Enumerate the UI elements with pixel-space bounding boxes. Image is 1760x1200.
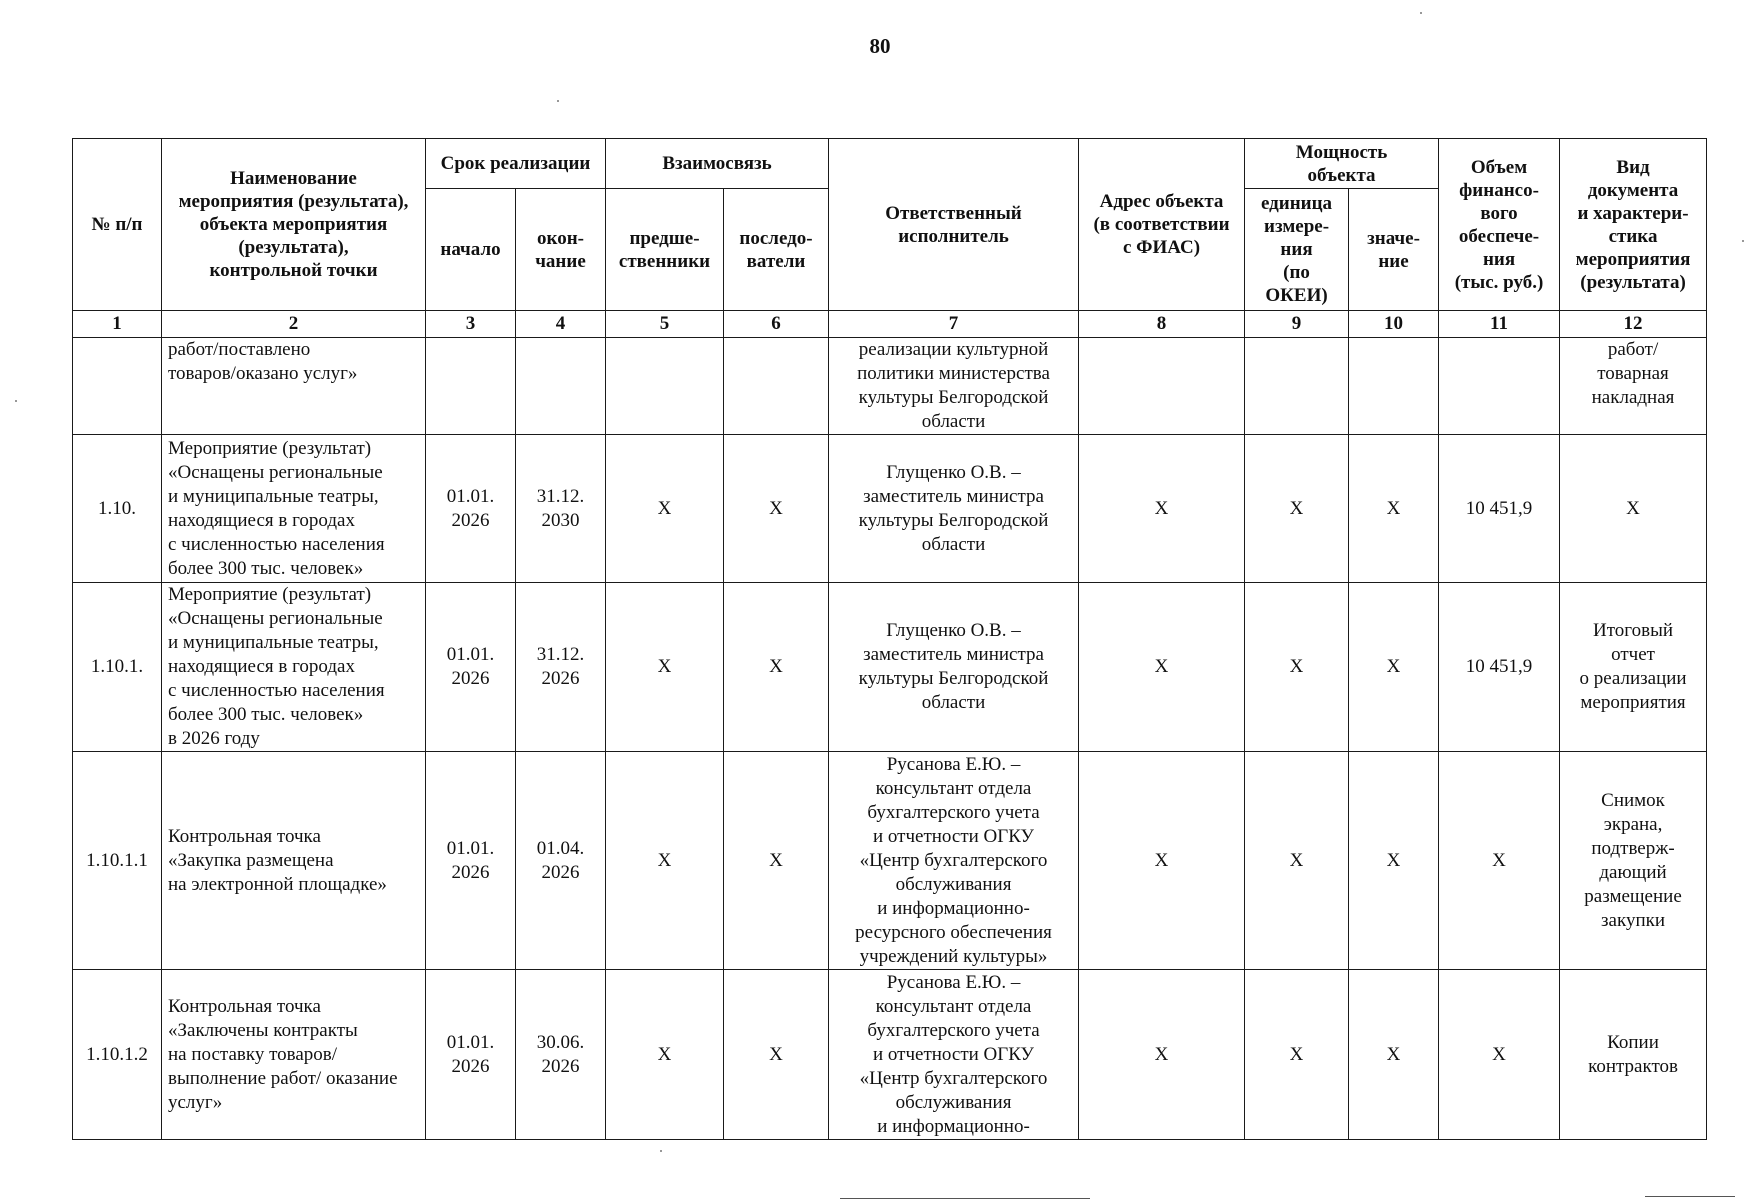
row-executor <box>829 435 1079 583</box>
text-line: (в соответствии <box>1093 214 1230 235</box>
row-predecessors: Х <box>606 752 724 970</box>
header-power-group <box>1245 139 1439 189</box>
text-line: (результата), <box>238 237 349 258</box>
text-line: контрольной точки <box>209 260 378 281</box>
row-executor <box>829 338 1079 435</box>
row-finance: 10 451,9 <box>1439 435 1560 583</box>
text-line: Снимок <box>1601 789 1665 811</box>
text-line: 2026 <box>451 509 490 531</box>
text-line: услуг» <box>168 1091 223 1113</box>
text-line: политики министерства <box>857 363 1050 384</box>
text-line: работ/ <box>1607 339 1659 360</box>
text-line: Объем <box>1470 156 1528 178</box>
scan-speck <box>557 100 559 102</box>
text-line: бухгалтерского учета <box>867 1019 1040 1041</box>
text-line: Русанова Е.Ю. – <box>886 971 1021 993</box>
row-name <box>162 338 426 435</box>
row-value: Х <box>1349 583 1439 752</box>
text-line: обеспече- <box>1458 225 1540 247</box>
text-line: 2026 <box>451 1055 490 1077</box>
text-line: Глущенко О.В. – <box>886 620 1021 641</box>
header-finance <box>1439 139 1560 311</box>
row-value: Х <box>1349 970 1439 1140</box>
text-line: области <box>921 411 986 432</box>
row-number: 1.10.1. <box>73 583 162 752</box>
text-line: окон- <box>537 227 584 249</box>
text-line: более 300 тыс. человек» <box>168 557 364 579</box>
text-line: предше- <box>629 227 700 249</box>
row-address: Х <box>1079 583 1245 752</box>
text-line: мероприятия <box>1580 692 1686 713</box>
header-document <box>1560 139 1707 311</box>
header-executor <box>829 139 1079 311</box>
text-line: контрактов <box>1588 1055 1678 1077</box>
row-start-date <box>426 338 516 435</box>
row-finance: Х <box>1439 752 1560 970</box>
text-line: 2026 <box>541 1055 580 1077</box>
col-number: 3 <box>426 311 516 338</box>
text-line: консультант отдела <box>875 777 1032 799</box>
column-number-row <box>73 311 1707 338</box>
text-line: 01.01. <box>446 1031 495 1053</box>
text-line: более 300 тыс. человек» <box>168 704 364 725</box>
text-line: работ/поставлено <box>168 339 311 360</box>
text-line: и муниципальные театры, <box>168 485 379 507</box>
row-number: 1.10.1.2 <box>73 970 162 1140</box>
row-unit: Х <box>1245 435 1349 583</box>
text-line: финансо- <box>1459 179 1539 201</box>
text-line: 01.01. <box>446 485 495 507</box>
text-line: ственники <box>618 250 711 272</box>
text-line: Наименование <box>230 168 357 189</box>
text-line: размещение <box>1584 885 1682 907</box>
text-line: Русанова Е.Ю. – <box>886 753 1021 775</box>
row-document <box>1560 970 1707 1140</box>
text-line: области <box>921 533 986 555</box>
text-line: Копии <box>1607 1031 1659 1053</box>
text-line: «Закупка размещена <box>168 849 334 871</box>
text-line: Мероприятие (результат) <box>168 584 372 605</box>
col-number: 4 <box>516 311 606 338</box>
text-line: 31.12. <box>536 644 585 665</box>
header-link-group: Взаимосвязь <box>606 139 829 189</box>
text-line: (по <box>1283 262 1310 283</box>
text-line: ние <box>1378 250 1409 272</box>
row-executor <box>829 970 1079 1140</box>
text-line: консультант отдела <box>875 995 1032 1017</box>
text-line: на электронной площадке» <box>168 873 387 895</box>
text-line: стика <box>1608 225 1658 247</box>
header-num: № п/п <box>73 139 162 311</box>
footer-rule <box>1645 1196 1735 1197</box>
text-line: заместитель министра <box>863 644 1044 665</box>
text-line: Вид <box>1616 156 1650 178</box>
text-line: учреждений культуры» <box>859 945 1048 967</box>
text-line: 2026 <box>451 668 490 689</box>
header-address <box>1079 139 1245 311</box>
header-value <box>1349 189 1439 311</box>
text-line: ния <box>1482 248 1516 270</box>
row-end-date <box>516 435 606 583</box>
text-line: вого <box>1480 202 1518 224</box>
row-address <box>1079 338 1245 435</box>
header-end <box>516 189 606 311</box>
text-line: документа <box>1587 179 1679 201</box>
text-line: бухгалтерского учета <box>867 801 1040 823</box>
header-start: начало <box>426 189 516 311</box>
text-line: с ФИАС) <box>1122 237 1201 258</box>
row-value: Х <box>1349 435 1439 583</box>
text-line: заместитель министра <box>863 485 1044 507</box>
text-line: 01.01. <box>446 837 495 859</box>
row-document <box>1560 752 1707 970</box>
text-line: (тыс. руб.) <box>1454 271 1544 293</box>
text-line: мероприятия <box>1575 248 1691 270</box>
row-start-date <box>426 583 516 752</box>
text-line: (результата) <box>1580 271 1686 293</box>
text-line: измере- <box>1264 216 1330 237</box>
row-start-date <box>426 435 516 583</box>
text-line: ния <box>1280 239 1313 260</box>
text-line: Глущенко О.В. – <box>886 461 1021 483</box>
text-line: 2030 <box>541 509 580 531</box>
text-line: области <box>921 692 986 713</box>
text-line: 2026 <box>541 861 580 883</box>
text-line: культуры Белгородской <box>858 509 1049 531</box>
text-line: ОКЕИ) <box>1265 285 1328 306</box>
text-line: находящиеся в городах <box>168 509 355 531</box>
text-line: культуры Белгородской <box>858 668 1049 689</box>
row-executor <box>829 752 1079 970</box>
row-start-date <box>426 970 516 1140</box>
text-line: и информационно- <box>877 897 1030 919</box>
row-start-date <box>426 752 516 970</box>
col-number: 9 <box>1245 311 1349 338</box>
text-line: 01.04. <box>536 837 585 859</box>
text-line: Х <box>1626 497 1640 519</box>
text-line: подтверж- <box>1591 837 1675 859</box>
text-line: Ответственный <box>885 202 1022 224</box>
row-name <box>162 583 426 752</box>
row-predecessors: Х <box>606 583 724 752</box>
text-line: в 2026 году <box>168 728 260 749</box>
text-line: дающий <box>1599 861 1667 883</box>
text-line: экрана, <box>1603 813 1663 835</box>
row-predecessors: Х <box>606 435 724 583</box>
row-unit: Х <box>1245 970 1349 1140</box>
scan-speck <box>660 1150 662 1152</box>
table-row <box>73 338 1707 435</box>
row-predecessors <box>606 338 724 435</box>
row-executor <box>829 583 1079 752</box>
text-line: 2026 <box>541 668 580 689</box>
row-successors: Х <box>724 752 829 970</box>
text-line: накладная <box>1591 387 1675 408</box>
header-name <box>162 139 426 311</box>
row-successors: Х <box>724 970 829 1140</box>
text-line: Адрес объекта <box>1099 191 1224 212</box>
col-number: 5 <box>606 311 724 338</box>
text-line: и характери- <box>1577 202 1689 224</box>
row-number: 1.10.1.1 <box>73 752 162 970</box>
text-line: 2026 <box>451 861 490 883</box>
header-successors <box>724 189 829 311</box>
text-line: чание <box>535 250 586 272</box>
text-line: Контрольная точка <box>168 995 321 1017</box>
header-unit <box>1245 189 1349 311</box>
text-line: культуры Белгородской <box>858 387 1049 408</box>
row-end-date <box>516 970 606 1140</box>
row-unit: Х <box>1245 583 1349 752</box>
text-line: и муниципальные театры, <box>168 632 379 653</box>
row-end-date <box>516 338 606 435</box>
row-value <box>1349 338 1439 435</box>
row-end-date <box>516 583 606 752</box>
text-line: находящиеся в городах <box>168 656 355 677</box>
text-line: последо- <box>739 227 813 249</box>
row-address: Х <box>1079 435 1245 583</box>
text-line: товарная <box>1597 363 1669 384</box>
row-end-date <box>516 752 606 970</box>
footer-rule <box>840 1198 1090 1199</box>
row-address: Х <box>1079 752 1245 970</box>
text-line: Мероприятие (результат) <box>168 437 372 459</box>
row-document <box>1560 435 1707 583</box>
row-finance: 10 451,9 <box>1439 583 1560 752</box>
text-line: значе- <box>1367 227 1420 249</box>
text-line: мероприятия (результата), <box>178 191 409 212</box>
text-line: Итоговый <box>1593 620 1674 641</box>
table-body <box>73 338 1707 1140</box>
text-line: объекта мероприятия <box>199 214 388 235</box>
text-line: с численностью населения <box>168 680 385 701</box>
row-name <box>162 752 426 970</box>
row-unit: Х <box>1245 752 1349 970</box>
row-name <box>162 970 426 1140</box>
text-line: Контрольная точка <box>168 825 321 847</box>
text-line: отчет <box>1611 644 1655 665</box>
text-line: объекта <box>1307 164 1376 186</box>
row-document <box>1560 338 1707 435</box>
col-number: 1 <box>73 311 162 338</box>
text-line: 31.12. <box>536 485 585 507</box>
plan-table <box>72 138 1707 1140</box>
table-row <box>73 583 1707 752</box>
page-number: 80 <box>869 34 891 58</box>
header-predecessors <box>606 189 724 311</box>
text-line: Мощность <box>1295 141 1388 163</box>
row-number: 1.10. <box>73 435 162 583</box>
text-line: «Центр бухгалтерского <box>859 1067 1048 1089</box>
col-number: 7 <box>829 311 1079 338</box>
text-line: «Заключены контракты <box>168 1019 358 1041</box>
scan-speck <box>1420 12 1422 14</box>
text-line: 30.06. <box>536 1031 585 1053</box>
text-line: и отчетности ОГКУ <box>873 1043 1035 1065</box>
row-number <box>73 338 162 435</box>
text-line: и информационно- <box>877 1115 1030 1137</box>
header-term-group: Срок реализации <box>426 139 606 189</box>
text-line: товаров/оказано услуг» <box>168 363 358 384</box>
col-number: 10 <box>1349 311 1439 338</box>
text-line: обслуживания <box>895 1091 1012 1113</box>
row-successors <box>724 338 829 435</box>
text-line: «Оснащены региональные <box>168 608 383 629</box>
col-number: 12 <box>1560 311 1707 338</box>
scan-speck <box>15 400 17 402</box>
text-line: единица <box>1260 193 1333 214</box>
text-line: о реализации <box>1579 668 1687 689</box>
text-line: и отчетности ОГКУ <box>873 825 1035 847</box>
text-line: обслуживания <box>895 873 1012 895</box>
col-number: 2 <box>162 311 426 338</box>
table-row <box>73 435 1707 583</box>
text-line: реализации культурной <box>858 339 1049 360</box>
row-unit <box>1245 338 1349 435</box>
row-successors: Х <box>724 583 829 752</box>
row-name <box>162 435 426 583</box>
row-predecessors: Х <box>606 970 724 1140</box>
text-line: с численностью населения <box>168 533 385 555</box>
text-line: на поставку товаров/ <box>168 1043 338 1065</box>
text-line: 01.01. <box>446 644 495 665</box>
row-document <box>1560 583 1707 752</box>
text-line: «Центр бухгалтерского <box>859 849 1048 871</box>
text-line: «Оснащены региональные <box>168 461 383 483</box>
scan-speck <box>1742 240 1744 242</box>
row-successors: Х <box>724 435 829 583</box>
table-row <box>73 752 1707 970</box>
row-address: Х <box>1079 970 1245 1140</box>
col-number: 11 <box>1439 311 1560 338</box>
text-line: выполнение работ/ оказание <box>168 1067 398 1089</box>
row-value: Х <box>1349 752 1439 970</box>
table-row <box>73 970 1707 1140</box>
text-line: ресурсного обеспечения <box>855 921 1052 943</box>
text-line: закупки <box>1601 909 1666 931</box>
row-finance: Х <box>1439 970 1560 1140</box>
text-line: ватели <box>746 250 806 272</box>
col-number: 6 <box>724 311 829 338</box>
col-number: 8 <box>1079 311 1245 338</box>
text-line: исполнитель <box>898 225 1009 247</box>
row-finance <box>1439 338 1560 435</box>
